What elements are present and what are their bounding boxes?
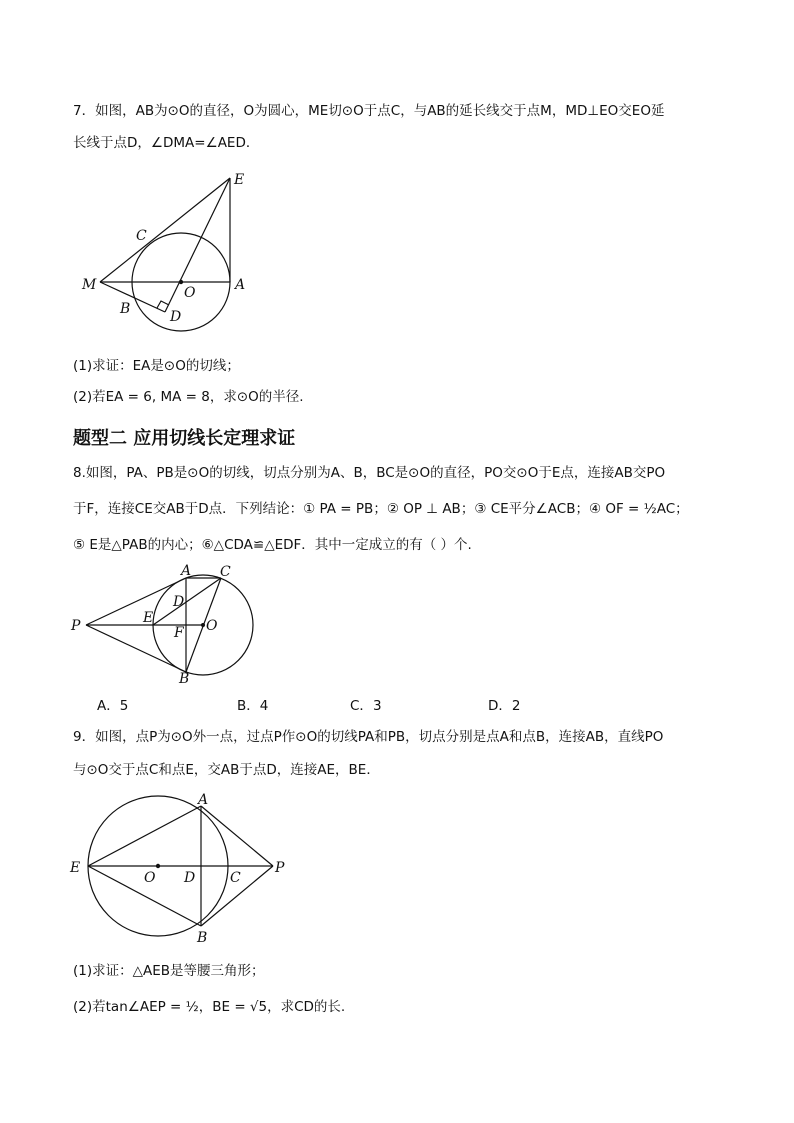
- q8-label-c: C: [220, 564, 231, 580]
- q8-choice-a: A．5: [97, 698, 129, 714]
- q8-label-b: B: [179, 671, 190, 686]
- q8-label-p: P: [71, 618, 81, 634]
- q9-label-d: D: [184, 870, 196, 886]
- q9-label-o: O: [144, 870, 156, 886]
- q7-label-e: E: [234, 172, 245, 188]
- q7-line-1: 7．如图，AB为⊙O的直径，O为圆心，ME切⊙O于点C，与AB的延长线交于点M，MD⊥EO交EO延: [73, 103, 665, 119]
- q7-figure: [70, 168, 270, 338]
- q9-subquestion-2: (2)若tan∠AEP = ½，BE = √5，求CD的长.: [73, 999, 346, 1015]
- q7-label-d: D: [170, 309, 182, 325]
- q9-subquestion-1: (1)求证：△AEB是等腰三角形；: [73, 963, 265, 979]
- q8-label-e: E: [143, 610, 154, 626]
- q8-line-2: 于F，连接CE交AB于D点．下列结论：① PA = PB；② OP ⊥ AB；③ CE平分∠ACB；④ OF = ½AC；: [73, 501, 689, 517]
- q9-label-a: A: [198, 792, 209, 808]
- q8-line-1: 8.如图，PA、PB是⊙O的切线，切点分别为A、B，BC是⊙O的直径，PO交⊙O于E点，连接AB交PO: [73, 465, 666, 481]
- q9-label-c: C: [230, 870, 241, 886]
- q9-line-1: 9．如图，点P为⊙O外一点，过点P作⊙O的切线PA和PB，切点分别是点A和点B，连接AB，直线PO: [73, 729, 664, 745]
- q8-line-3: ⑤ E是△PAB的内心；⑥△CDA≌△EDF．其中一定成立的有（ ）个.: [73, 537, 472, 553]
- q8-label-a: A: [181, 563, 192, 579]
- q7-label-a: A: [235, 277, 246, 293]
- q8-choice-c: C．3: [350, 698, 382, 714]
- q7-label-b: B: [120, 301, 131, 317]
- q8-label-d: D: [173, 594, 185, 610]
- q9-figure: [66, 790, 296, 950]
- q8-figure: [68, 562, 268, 686]
- q7-label-m: M: [82, 277, 97, 293]
- q9-label-e: E: [70, 860, 81, 876]
- q7-subquestion-2: (2)若EA = 6, MA = 8，求⊙O的半径.: [73, 389, 304, 405]
- q9-label-b: B: [197, 930, 208, 946]
- q7-subquestion-1: (1)求证：EA是⊙O的切线；: [73, 358, 240, 374]
- q8-label-f: F: [174, 625, 184, 641]
- section-heading: 题型二 应用切线长定理求证: [73, 428, 296, 449]
- q7-label-c: C: [136, 228, 147, 244]
- q9-label-p: P: [275, 860, 285, 876]
- q9-line-2: 与⊙O交于点C和点E，交AB于点D，连接AE，BE．: [73, 762, 380, 778]
- q7-line-2: 长线于点D，∠DMA=∠AED．: [73, 135, 260, 151]
- q8-label-o: O: [206, 618, 218, 634]
- q7-label-o: O: [184, 285, 196, 301]
- q8-choice-d: D．2: [488, 698, 521, 714]
- q8-choice-b: B．4: [237, 698, 269, 714]
